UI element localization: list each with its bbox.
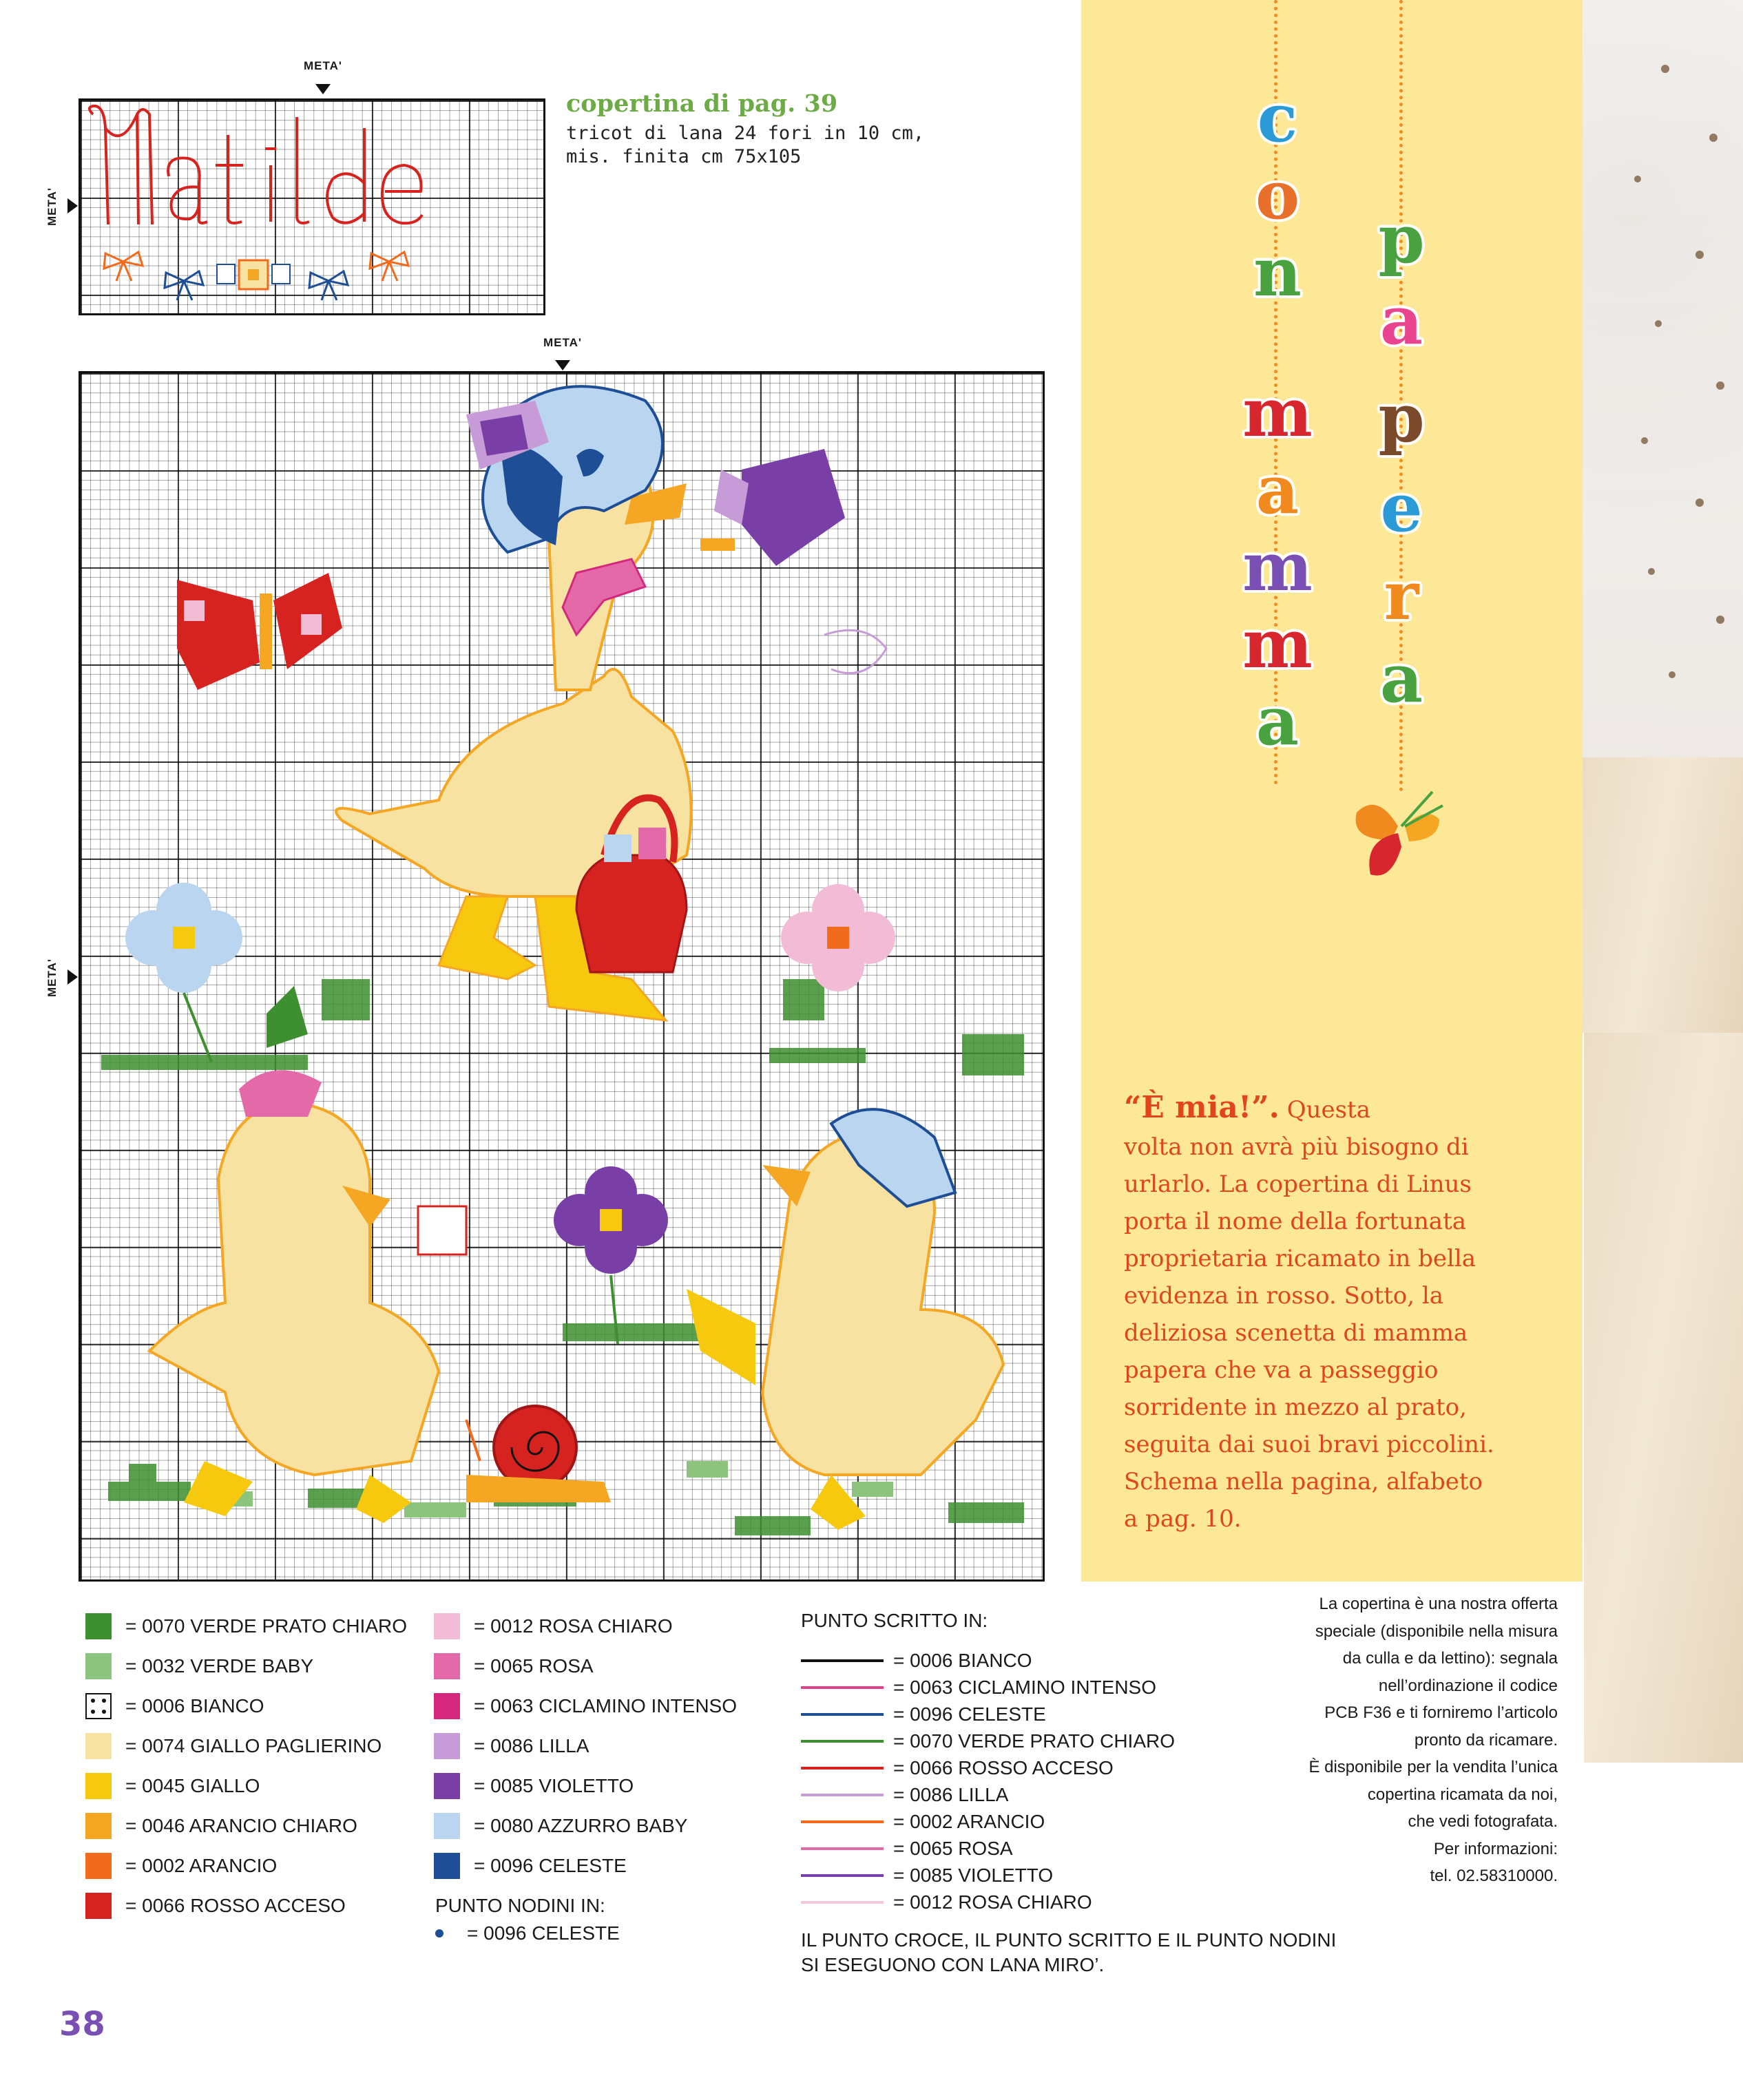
backstitch-label: = 0006 BIANCO — [893, 1650, 1032, 1671]
cover-title: copertina di pag. 39 — [566, 90, 838, 118]
story-line-7: papera che va a passeggio — [1124, 1356, 1439, 1384]
swatch-giallo — [85, 1773, 112, 1799]
story-line-10: Schema nella pagina, alfabeto — [1124, 1468, 1483, 1495]
legend-item-rosa-chiaro — [434, 1613, 673, 1640]
legend-item-azzurro-baby — [434, 1812, 687, 1840]
band-letter-r3: e — [1380, 469, 1423, 547]
backstitch-item-0 — [801, 1647, 1032, 1674]
swatch-bianco — [85, 1693, 112, 1719]
footnote-line-2: SI ESEGUONO CON LANA MIRO’. — [801, 1954, 1105, 1975]
meta-label-small-top: META' — [304, 59, 342, 72]
backstitch-item-2 — [801, 1701, 1046, 1728]
band-letter-l6: m — [1242, 605, 1313, 683]
band-letter-l4: a — [1255, 451, 1300, 529]
backstitch-line — [801, 1686, 884, 1689]
backstitch-item-4 — [801, 1754, 1114, 1782]
knot-item-celeste — [431, 1920, 620, 1947]
backstitch-title: PUNTO SCRITTO IN: — [801, 1610, 988, 1631]
legend-label: = 0066 ROSSO ACCESO — [125, 1895, 346, 1916]
meta-label-large-side: META' — [45, 958, 59, 997]
backstitch-label: = 0086 LILLA — [893, 1784, 1009, 1805]
offer-info — [1226, 1590, 1558, 1890]
info-line-10: tel. 02.58310000. — [1430, 1867, 1558, 1885]
backstitch-line — [801, 1713, 884, 1716]
info-line-6: È disponibile per la vendita l’unica — [1308, 1758, 1558, 1776]
legend-label: = 0086 LILLA — [474, 1735, 589, 1756]
butterfly-icon — [1350, 785, 1446, 881]
backstitch-line — [801, 1820, 884, 1823]
info-line-5: pronto da ricamare. — [1414, 1730, 1558, 1750]
footnote-line-1: IL PUNTO CROCE, IL PUNTO SCRITTO E IL PUNTO NODINI — [801, 1929, 1337, 1951]
legend-item-arancio-chiaro — [85, 1812, 357, 1840]
legend-label: = 0045 GIALLO — [125, 1775, 260, 1796]
band-letter-r4: r — [1384, 557, 1419, 635]
legend-item-giallo-paglierino — [85, 1732, 382, 1760]
page-number: 38 — [59, 2005, 105, 2044]
legend-label: = 0065 ROSA — [474, 1655, 594, 1677]
info-line-4: PCB F36 e ti forniremo l’articolo — [1324, 1703, 1558, 1722]
name-chart-grid — [79, 98, 545, 315]
legend-label: = 0096 CELESTE — [474, 1855, 627, 1876]
legend-label: = 0085 VIOLETTO — [474, 1775, 634, 1796]
knot-label: = 0096 CELESTE — [467, 1922, 620, 1944]
meta-arrow-small-side — [67, 198, 78, 213]
cover-spec-2: mis. finita cm 75x105 — [566, 146, 802, 167]
backstitch-line — [801, 1901, 884, 1904]
backstitch-label: = 0070 VERDE PRATO CHIARO — [893, 1730, 1175, 1752]
story-text — [1124, 1089, 1565, 1537]
info-line-7: copertina ricamata da noi, — [1367, 1785, 1558, 1804]
legend-item-giallo — [85, 1772, 260, 1800]
story-line-8: sorridente in mezzo al prato, — [1124, 1394, 1467, 1421]
legend-label: = 0046 ARANCIO CHIARO — [125, 1815, 357, 1836]
legend-item-verde-baby — [85, 1652, 313, 1680]
legend-item-lilla — [434, 1732, 589, 1760]
legend-label: = 0006 BIANCO — [125, 1695, 264, 1716]
name-chart-art — [81, 101, 543, 313]
backstitch-line — [801, 1794, 884, 1796]
story-line-9: seguita dai suoi bravi piccolini. — [1124, 1431, 1494, 1458]
backstitch-item-7 — [801, 1835, 1013, 1862]
swatch-rosso-acceso — [85, 1893, 112, 1919]
info-line-0: La copertina è una nostra offerta — [1319, 1595, 1558, 1613]
band-letter-l2: n — [1253, 233, 1302, 311]
legend-label: = 0070 VERDE PRATO CHIARO — [125, 1615, 407, 1637]
cover-spec-1: tricot di lana 24 fori in 10 cm, — [566, 123, 925, 144]
backstitch-label: = 0085 VIOLETTO — [893, 1865, 1054, 1886]
backstitch-label: = 0065 ROSA — [893, 1838, 1013, 1859]
swatch-verde-prato-chiaro — [85, 1613, 112, 1639]
legend-label: = 0074 GIALLO PAGLIERINO — [125, 1735, 382, 1756]
knot-dot-icon — [435, 1929, 443, 1938]
backstitch-label: = 0002 ARANCIO — [893, 1811, 1045, 1832]
legend-label: = 0080 AZZURRO BABY — [474, 1815, 688, 1836]
swatch-ciclamino-intenso — [434, 1693, 460, 1719]
legend-label: = 0012 ROSA CHIARO — [474, 1615, 673, 1637]
backstitch-item-8 — [801, 1862, 1053, 1889]
swatch-azzurro-baby — [434, 1813, 460, 1839]
info-line-2: da culla e da lettino): segnala — [1342, 1649, 1558, 1668]
backstitch-line — [801, 1740, 884, 1743]
meta-label-large-top: META' — [543, 336, 582, 349]
meta-arrow-small-top — [315, 84, 331, 94]
backstitch-item-9 — [801, 1889, 1092, 1916]
swatch-arancio-chiaro — [85, 1813, 112, 1839]
legend-label: = 0063 CICLAMINO INTENSO — [474, 1695, 738, 1716]
legend-item-rosso-acceso — [85, 1892, 346, 1920]
swatch-rosa-chiaro — [434, 1613, 460, 1639]
legend-item-verde-prato-chiaro — [85, 1613, 407, 1640]
linen-fabric-lower — [1584, 1033, 1743, 1763]
swatch-giallo-paglierino — [85, 1733, 112, 1759]
backstitch-line — [801, 1847, 884, 1850]
info-line-8: che vedi fotografata. — [1408, 1812, 1558, 1831]
band-letter-l1: o — [1255, 156, 1300, 234]
band-letter-r2: p — [1378, 379, 1425, 457]
legend-item-arancio — [85, 1852, 277, 1880]
linen-fabric — [1583, 757, 1743, 1033]
backstitch-label: = 0096 CELESTE — [893, 1703, 1046, 1725]
meta-label-small-side: META' — [45, 187, 59, 226]
story-line-0: Questa — [1286, 1096, 1370, 1124]
band-letter-r1: a — [1379, 282, 1423, 359]
backstitch-label: = 0063 CICLAMINO INTENSO — [893, 1677, 1157, 1698]
info-line-3: nell’ordinazione il codice — [1378, 1676, 1558, 1695]
swatch-violetto — [434, 1773, 460, 1799]
legend-item-rosa — [434, 1652, 594, 1680]
title-band — [1081, 0, 1583, 1582]
backstitch-item-1 — [801, 1674, 1156, 1701]
backstitch-label: = 0066 ROSSO ACCESO — [893, 1757, 1114, 1778]
legend-item-bianco — [85, 1692, 264, 1720]
legend-item-celeste — [434, 1852, 627, 1880]
story-line-5: evidenza in rosso. Sotto, la — [1124, 1282, 1443, 1310]
backstitch-label: = 0012 ROSA CHIARO — [893, 1891, 1092, 1913]
legend-item-ciclamino-intenso — [434, 1692, 737, 1720]
main-chart-grid — [79, 371, 1045, 1582]
backstitch-line — [801, 1659, 884, 1662]
stitch-footnote — [801, 1928, 1336, 1977]
story-line-2: urlarlo. La copertina di Linus — [1124, 1170, 1472, 1198]
swatch-arancio — [85, 1853, 112, 1879]
knot-title: PUNTO NODINI IN: — [435, 1895, 605, 1916]
band-letter-l7: a — [1255, 682, 1300, 760]
band-letter-r0: p — [1378, 200, 1425, 278]
band-letter-l3: m — [1242, 374, 1313, 452]
backstitch-item-5 — [801, 1781, 1008, 1809]
band-letter-l0: c — [1257, 79, 1298, 157]
meta-arrow-large-top — [555, 360, 570, 370]
swatch-lilla — [434, 1733, 460, 1759]
band-letter-r5: a — [1379, 640, 1423, 717]
legend-label: = 0032 VERDE BABY — [125, 1655, 314, 1677]
swatch-celeste — [434, 1853, 460, 1879]
band-letter-l5: m — [1242, 528, 1313, 606]
info-line-1: speciale (disponibile nella misura — [1315, 1621, 1558, 1641]
backstitch-item-3 — [801, 1728, 1175, 1755]
story-lead: “È mia!”. — [1124, 1090, 1280, 1125]
backstitch-item-6 — [801, 1808, 1045, 1836]
blanket-photo — [1583, 0, 1743, 1033]
story-line-1: volta non avrà più bisogno di — [1124, 1133, 1469, 1161]
backstitch-line — [801, 1874, 884, 1877]
story-line-4: proprietaria ricamato in bella — [1124, 1245, 1476, 1272]
swatch-verde-baby — [85, 1653, 112, 1679]
info-line-9: Per informazioni: — [1433, 1839, 1558, 1858]
backstitch-line — [801, 1767, 884, 1770]
main-chart-art — [81, 373, 1043, 1579]
legend-item-violetto — [434, 1772, 634, 1800]
story-line-3: porta il nome della fortunata — [1124, 1208, 1467, 1235]
swatch-rosa — [434, 1653, 460, 1679]
legend-label: = 0002 ARANCIO — [125, 1855, 278, 1876]
story-line-6: deliziosa scenetta di mamma — [1124, 1319, 1468, 1347]
meta-arrow-large-side — [67, 969, 78, 985]
story-line-11: a pag. 10. — [1124, 1505, 1242, 1533]
